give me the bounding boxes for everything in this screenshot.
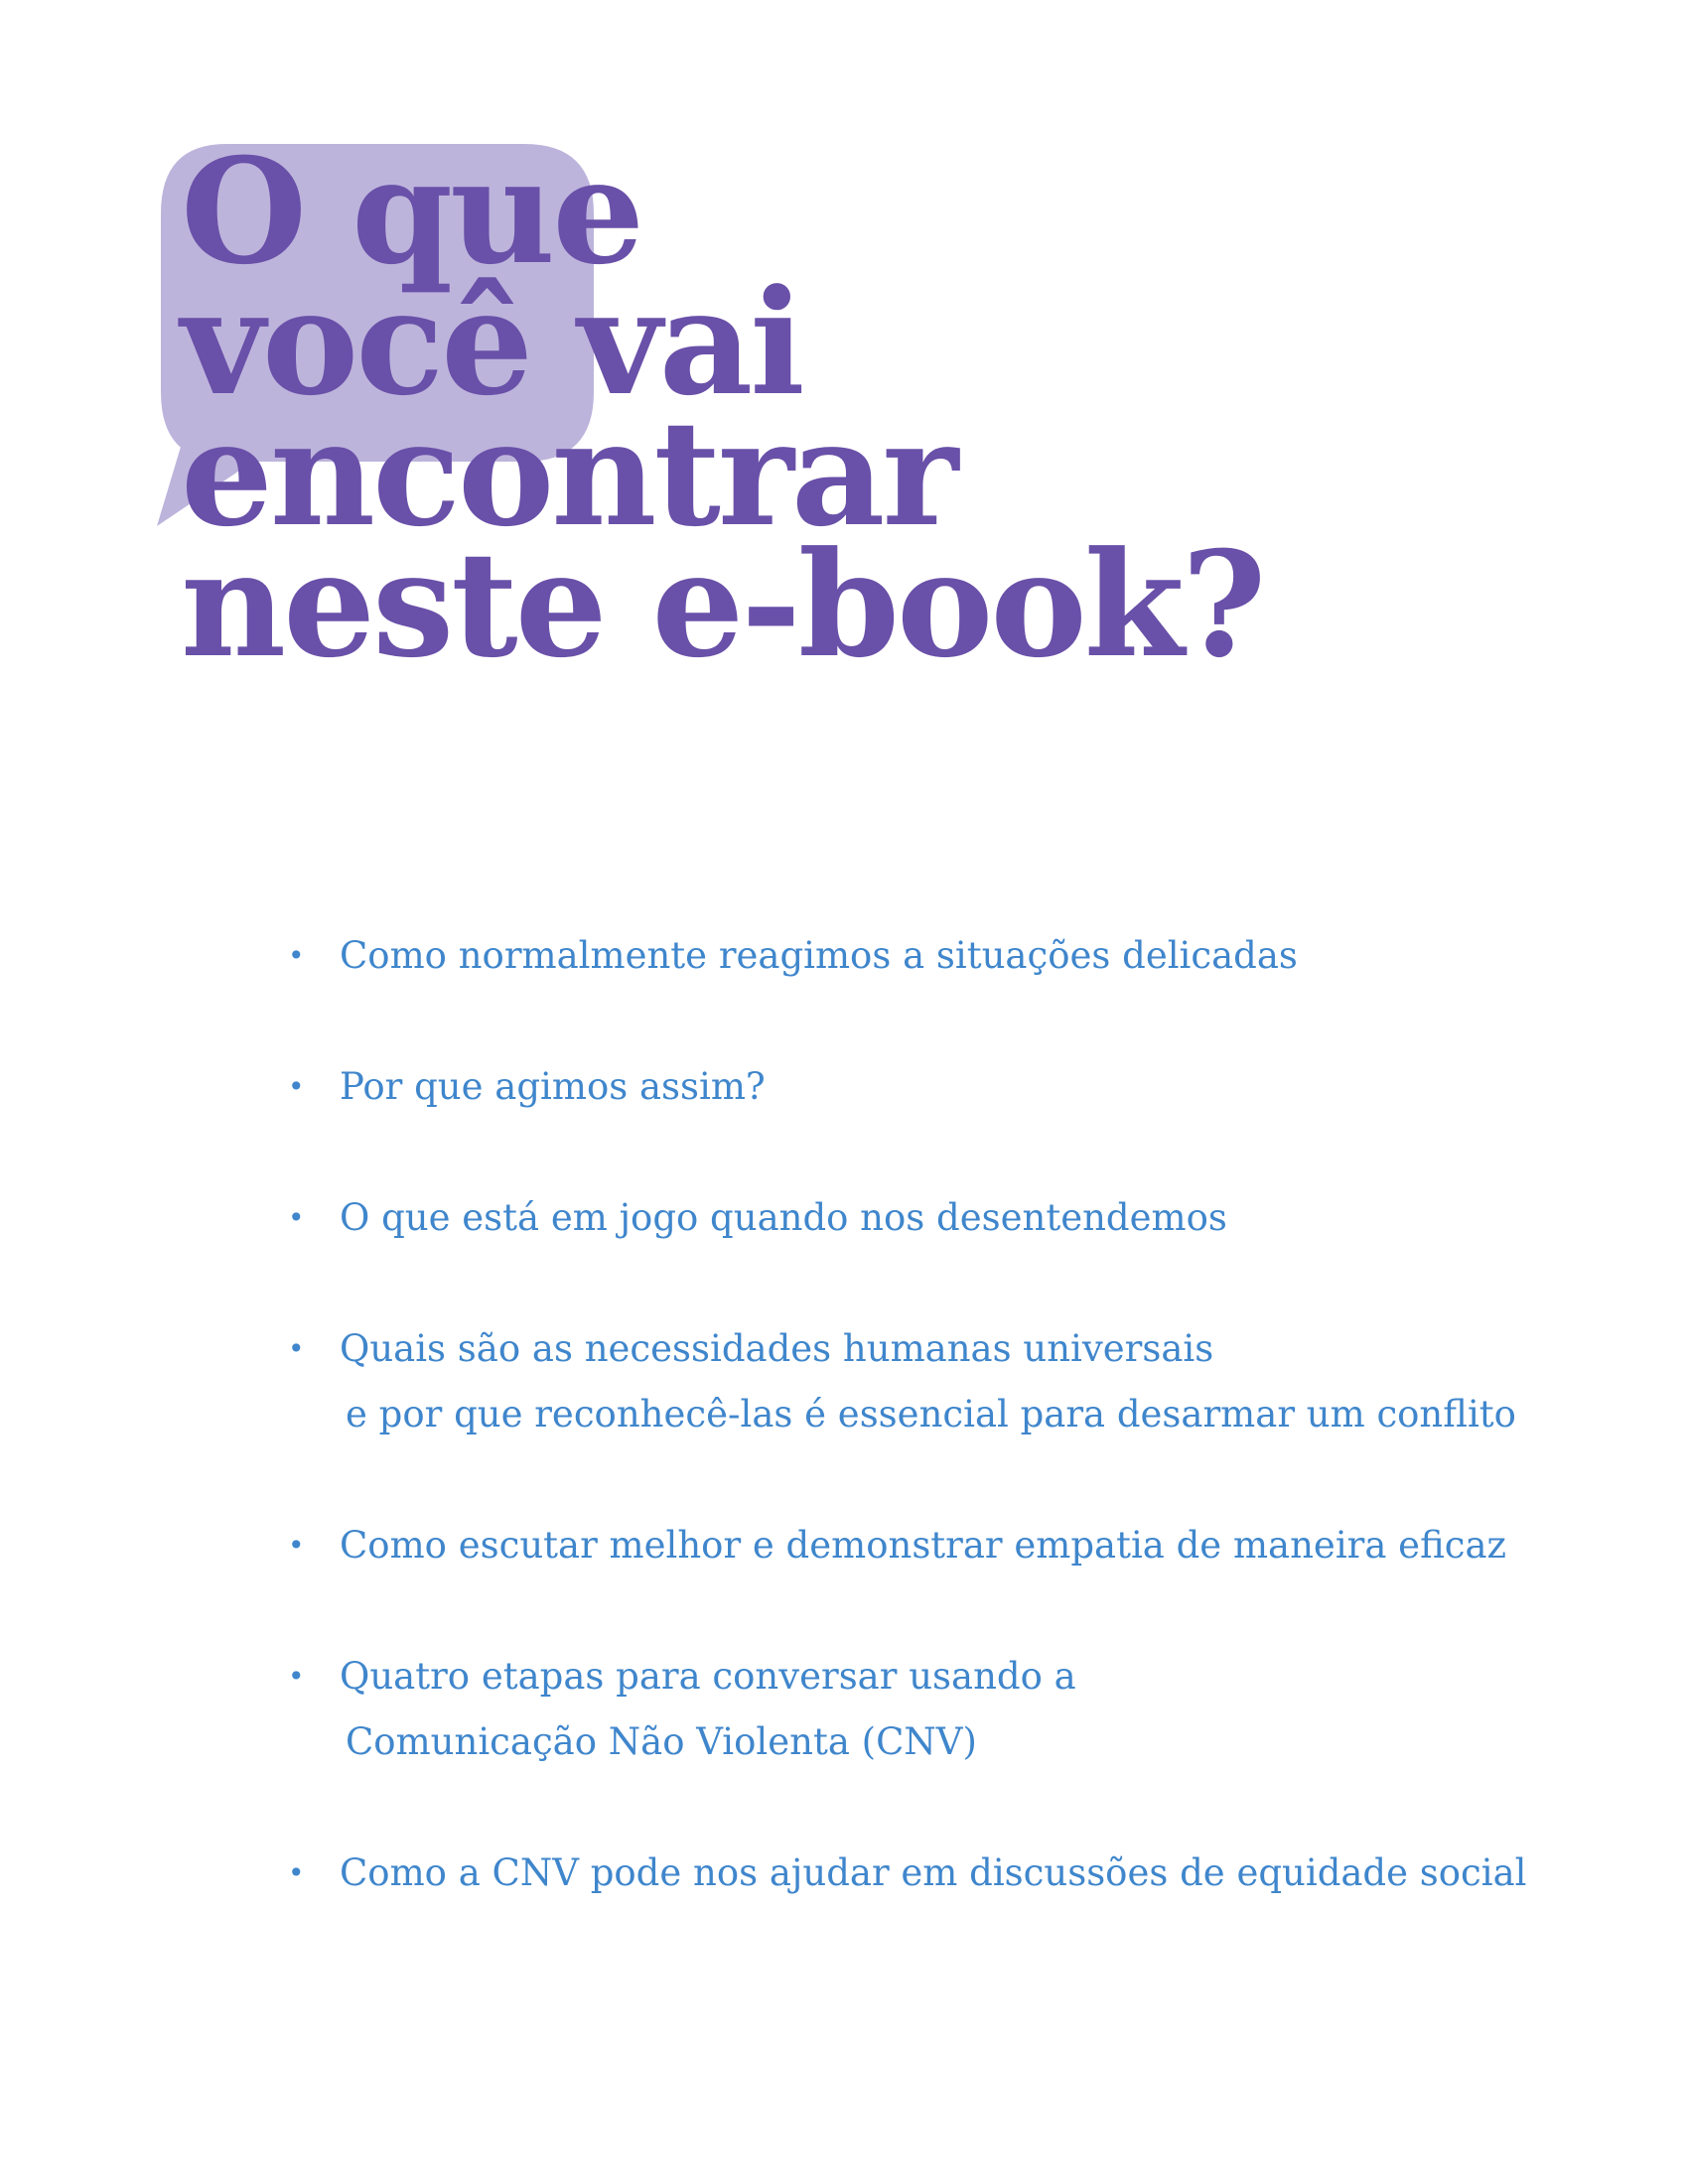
page-title	[181, 127, 1264, 690]
list-item	[288, 1644, 1527, 1775]
list-item-text: Por que agimos assim?	[340, 1065, 766, 1108]
list-item-text: Como escutar melhor e demonstrar empatia de maneira eficaz	[340, 1524, 1507, 1567]
list-item-text: O que está em jogo quando nos desentendemos	[340, 1196, 1227, 1239]
topic-list	[288, 923, 1527, 1972]
title-line: O que	[181, 127, 642, 297]
list-item	[288, 1054, 1527, 1120]
title-line: neste e-book?	[181, 520, 1264, 690]
list-item	[288, 1185, 1527, 1251]
bullet-icon: •	[288, 1529, 305, 1562]
title-line: encontrar	[181, 389, 956, 559]
title-line: você vai	[181, 258, 802, 428]
list-item-text: Quatro etapas para conversar usando a	[340, 1655, 1076, 1698]
list-item-text-continued: e por que reconhecê-las é essencial para desarmar um conflito	[346, 1393, 1516, 1435]
bullet-icon: •	[288, 1070, 305, 1103]
bullet-icon: •	[288, 1856, 305, 1889]
list-item	[288, 1513, 1527, 1578]
list-item-text: Como a CNV pode nos ajudar em discussões de equidade social	[340, 1851, 1527, 1894]
list-item	[288, 923, 1527, 989]
bullet-icon: •	[288, 939, 305, 972]
list-item-text-continued: Comunicação Não Violenta (CNV)	[346, 1720, 977, 1763]
bullet-icon: •	[288, 1201, 305, 1234]
list-item	[288, 1316, 1527, 1447]
bullet-icon: •	[288, 1332, 305, 1365]
bullet-icon: •	[288, 1660, 305, 1693]
list-item-text: Como normalmente reagimos a situações delicadas	[340, 934, 1298, 977]
list-item-text: Quais são as necessidades humanas universais	[340, 1327, 1214, 1370]
list-item	[288, 1841, 1527, 1906]
